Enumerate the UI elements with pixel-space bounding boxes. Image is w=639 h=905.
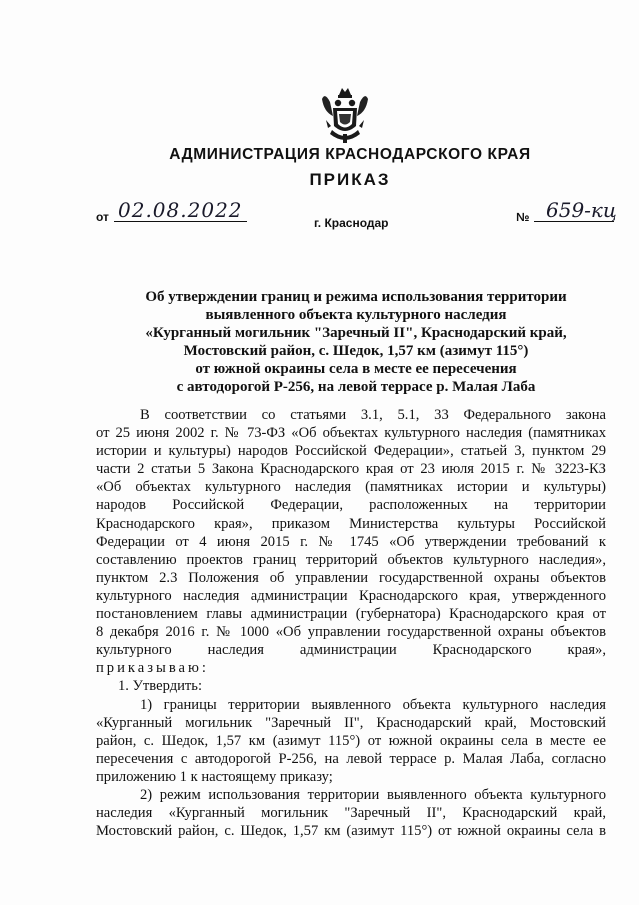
body-line-order-word: приказываю:	[96, 660, 209, 677]
title-line: от южной окраины села в месте ее пересечения	[195, 361, 517, 377]
body-line: составлению проектов границ территорий объектов культурного наследия»,	[96, 551, 606, 568]
title-line: выявленного объекта культурного наследия	[205, 307, 507, 323]
date-prefix: от	[96, 210, 109, 224]
body-line: район, с. Шедок, 1,57 км (азимут 115°) от южной окраины села в месте ее	[96, 732, 606, 749]
body-line: 1) границы территории выявленного объекта культурного наследия	[140, 696, 606, 713]
body-line: Краснодарского края», приказом Министерства культуры Российской	[96, 515, 606, 532]
coat-of-arms-emblem	[322, 86, 368, 144]
document-type: ПРИКАЗ	[309, 170, 391, 189]
body-line: «Об объектах культурного наследия (памятниках истории и культуры)	[96, 479, 606, 496]
title-line: Об утверждении границ и режима использования территории	[145, 289, 567, 305]
body-line: приложению 1 к настоящему приказу;	[96, 768, 333, 785]
city-name: г. Краснодар	[314, 216, 389, 230]
body-line: пересечения с автодорогой Р-256, на левой террасе р. Малая Лаба, согласно	[96, 750, 606, 767]
body-line: пунктом 2.3 Положения об управлении государственной охраны объектов	[96, 569, 606, 586]
body-line: Федерации от 4 июня 2015 г. № 1745 «Об утверждении требований к	[96, 533, 606, 550]
body-line: культурного наследия администрации Краснодарского края, утвержденного	[96, 587, 606, 604]
body-line: постановлением главы администрации (губернатора) Краснодарского края от	[96, 606, 606, 623]
body-line: наследия «Курганный могильник "Заречный II", Краснодарский край,	[96, 805, 606, 822]
body-line: 8 декабря 2016 г. № 1000 «Об управлении государственной охраны объектов	[96, 624, 606, 641]
handwritten-number: 659-кц	[546, 198, 617, 222]
document-body	[96, 406, 606, 840]
body-line: народов Российской Федерации, расположенных на территории	[96, 497, 606, 514]
handwritten-date: 02.08.2022	[118, 198, 243, 222]
title-line: «Курганный могильник "Заречный II", Краснодарский край,	[145, 325, 567, 341]
number-prefix: №	[516, 210, 530, 224]
document-title	[96, 288, 616, 396]
body-line: от 25 июня 2002 г. № 73-ФЗ «Об объектах культурного наследия (памятниках	[96, 425, 606, 442]
agency-name: АДМИНИСТРАЦИЯ КРАСНОДАРСКОГО КРАЯ	[169, 146, 531, 163]
body-line: 1. Утвердить:	[118, 678, 203, 695]
title-line: Мостовский район, с. Шедок, 1,57 км (азимут 115°)	[183, 343, 529, 359]
body-line: «Курганный могильник "Заречный II", Краснодарский край, Мостовский	[96, 714, 606, 731]
body-line: части 2 статьи 5 Закона Краснодарского края от 23 июля 2015 г. № 3223-КЗ	[96, 461, 606, 478]
body-line: культурного наследия администрации Краснодарского края»,	[96, 642, 606, 659]
body-line: 2) режим использования территории выявленного объекта культурного	[140, 786, 606, 803]
title-line: с автодорогой Р-256, на левой террасе р. Малая Лаба	[176, 379, 536, 395]
body-line: Мостовский район, с. Шедок, 1,57 км (азимут 115°) от южной окраины села в	[96, 823, 606, 840]
body-line: В соответствии со статьями 3.1, 5.1, 33 Федерального закона	[140, 407, 606, 423]
body-line: истории и культуры) народов Российской Федерации», статьей 3, пунктом 29	[96, 443, 606, 460]
